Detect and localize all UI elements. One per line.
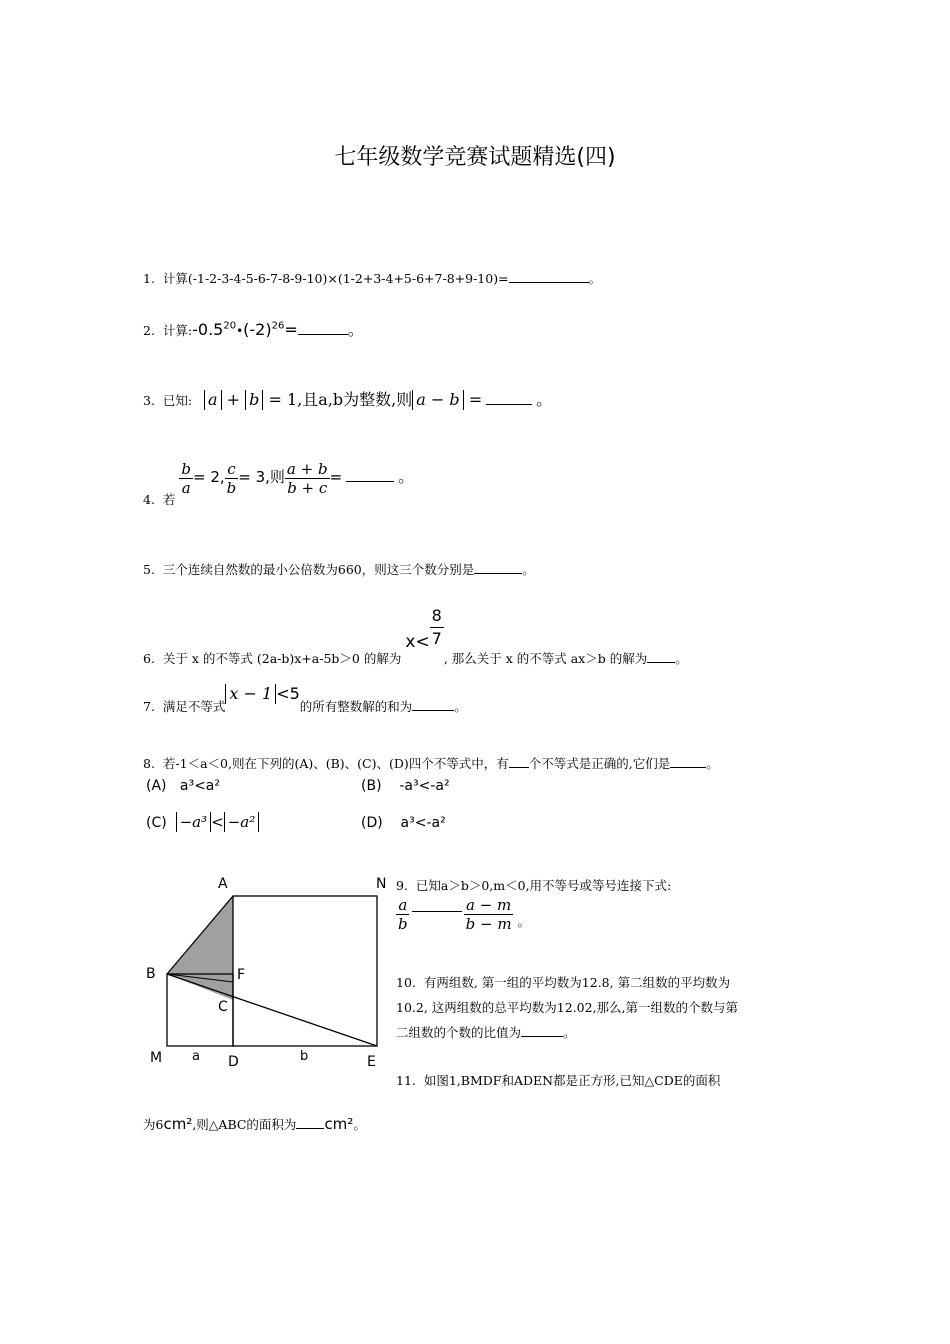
q1-answer-blank[interactable]: [509, 270, 589, 283]
q4-fraction-1: $\frac{b}{a}$: [181, 460, 191, 497]
q2-expr: $-0.5^{20}•(-2)^{26}=$: [192, 320, 298, 339]
q6-answer-blank[interactable]: [647, 650, 675, 663]
q2-answer-blank[interactable]: [298, 322, 348, 335]
q7-text1: 满足不等式: [162, 699, 226, 714]
q8-option-d[interactable]: (D) a³<-a²: [361, 815, 446, 831]
q4-text: 若: [162, 492, 176, 507]
label-f: F: [237, 967, 246, 983]
q9-end: 。: [517, 914, 531, 929]
q10-line3-wrap: [396, 1023, 576, 1041]
q6-number: 6.: [143, 651, 155, 666]
q9-text: 已知a＞b＞0,m＜0,用不等号或等号连接下式:: [415, 878, 672, 893]
q9-fraction-1: $\frac{a}{b}$: [398, 896, 408, 933]
q11-line1: 如图1,BMDF和ADEN都是正方形,已知△CDE的面积: [423, 1073, 721, 1088]
q8-answer-blank[interactable]: [670, 755, 706, 768]
q9-expression: [396, 896, 530, 933]
q10-line1: 有两组数, 第一组的平均数为12.8, 第二组数的平均数为: [423, 975, 731, 990]
q7-end: 。: [454, 699, 467, 714]
label-e: E: [367, 1054, 376, 1070]
q8-text2: 个不等式是正确的,它们是: [528, 756, 671, 771]
q7-text2: 的所有整数解的和为: [299, 699, 413, 714]
q3-text: 已知:: [162, 393, 193, 408]
label-c: C: [218, 999, 228, 1015]
question-3: [143, 387, 552, 410]
q4-number: 4.: [143, 492, 155, 507]
q5-end: 。: [522, 562, 535, 577]
triangle-abc-shaded: [167, 896, 233, 1000]
q11-unit-2: cm²: [324, 1115, 354, 1133]
q4-m2: = 3,则: [238, 468, 285, 486]
label-n: N: [376, 876, 387, 892]
q8-count-blank[interactable]: [509, 755, 529, 768]
q7-number: 7.: [143, 699, 155, 714]
q8-option-a[interactable]: (A) a³<a²: [146, 778, 220, 794]
q4-answer-blank[interactable]: [346, 469, 394, 482]
q6-text2: , 那么关于 x 的不等式 ax＞b 的解为: [443, 651, 648, 666]
q10-number: 10.: [396, 975, 416, 990]
q8-text1: 若-1＜a＜0,则在下列的(A)、(B)、(C)、(D)四个不等式中，有: [162, 756, 509, 771]
question-4: [143, 460, 415, 507]
q4-fraction-2: $\frac{c}{b}$: [226, 460, 237, 497]
question-5: [143, 560, 535, 578]
question-7: [143, 684, 467, 714]
q4-m1: = 2,: [193, 468, 225, 486]
label-m: M: [150, 1050, 163, 1066]
q8-option-c[interactable]: (C) −a³ < −a²: [146, 812, 259, 832]
q2-number: 2.: [143, 323, 155, 338]
q10-end: 。: [563, 1025, 576, 1040]
q11-number: 11.: [396, 1073, 416, 1088]
q11-answer-blank[interactable]: [296, 1116, 324, 1129]
q7-answer-blank[interactable]: [412, 698, 454, 711]
q2-end: 。: [347, 320, 364, 339]
question-10: [396, 973, 730, 991]
q3-expr: a + b = 1,且a,b为整数,则 a − b =: [204, 390, 482, 409]
q11-line2: 为6cm²,则△ABC的面积为 cm²。: [143, 1115, 366, 1133]
q1-number: 1.: [143, 271, 155, 286]
q3-answer-blank[interactable]: [486, 392, 532, 405]
label-side-a: a: [192, 1049, 200, 1064]
q3-end: 。: [536, 390, 553, 409]
q8-end: 。: [706, 756, 719, 771]
q4-eq: =: [329, 468, 343, 486]
q5-text: 三个连续自然数的最小公倍数为660，则这三个数分别是: [162, 562, 475, 577]
question-8: [143, 754, 719, 772]
label-d: D: [228, 1054, 239, 1070]
q8-number: 8.: [143, 756, 155, 771]
q4-end: 。: [398, 467, 415, 486]
q6-xlt: x<: [405, 632, 430, 652]
q1-text: 计算(-1-2-3-4-5-6-7-8-9-10)×(1-2+3-4+5-6+7-8+9-10)=: [162, 271, 509, 286]
q11-unit-1: cm²: [163, 1115, 193, 1133]
question-11: [396, 1071, 720, 1089]
label-a: A: [218, 876, 228, 892]
q5-number: 5.: [143, 562, 155, 577]
square-aden: [233, 896, 377, 1046]
label-b: B: [146, 966, 156, 982]
q3-number: 3.: [143, 393, 155, 408]
q2-text: 计算:: [162, 323, 193, 338]
question-6: [143, 605, 688, 666]
q6-fraction: $\frac{8}{7}$: [431, 606, 442, 648]
q6-text1: 关于 x 的不等式 (2a-b)x+a-5b＞0 的解为: [162, 651, 402, 666]
figure-1: [140, 870, 390, 1070]
segment-be: [167, 974, 377, 1046]
question-2: [143, 317, 364, 340]
q1-end: 。: [588, 271, 602, 286]
q6-end: 。: [675, 651, 688, 666]
q9-fraction-2: $\frac{a - m}{b - m}$: [465, 896, 512, 933]
q8-option-b[interactable]: (B) -a³<-a²: [361, 778, 450, 794]
q4-fraction-3: $\frac{a + b}{b + c}$: [286, 460, 328, 497]
question-9: [396, 876, 671, 894]
q9-answer-blank[interactable]: [412, 910, 462, 912]
label-side-b: b: [300, 1049, 309, 1064]
q5-answer-blank[interactable]: [474, 561, 522, 574]
q10-line3: 二组数的个数的比值为: [396, 1025, 522, 1040]
q7-expr: x − 1 <5: [225, 684, 299, 703]
q9-number: 9.: [396, 878, 408, 893]
q10-line2: 10.2, 这两组数的总平均数为12.02,那么,第一组数的个数与第: [396, 1000, 739, 1015]
q10-answer-blank[interactable]: [521, 1024, 563, 1037]
page-title: 七年级数学竞赛试题精选(四): [334, 145, 616, 170]
question-1: [143, 269, 601, 287]
